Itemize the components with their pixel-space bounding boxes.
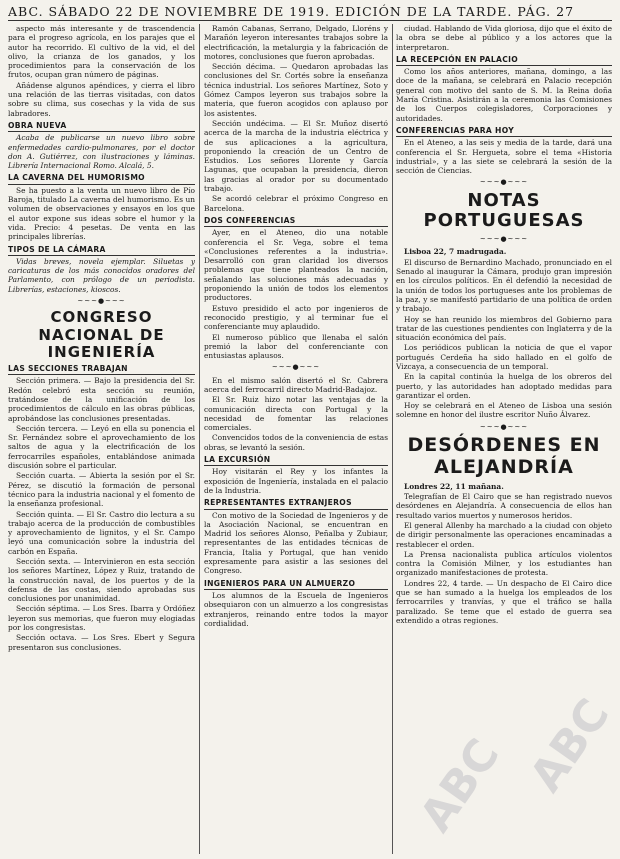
- col1-intro-2: Añádense algunos apéndices, y cierra el libro una relación de las tierras visitadas, con datos sobre su clima, sus cosechas y la vida de sus labradores.: [8, 80, 195, 118]
- col2-conf-3: El numeroso público que llenaba el salón premió la labor del conferenciante con entusiastas aplausos.: [204, 332, 388, 361]
- col3-port-3: Los periódicos publican la noticia de que el vapor portugués Cerdeña ha sido hallado en el golfo de Vizcaya, a consecuencia de un temporal.: [396, 343, 612, 371]
- col2-section-representantes: REPRESENTANTES EXTRANJEROS: [204, 498, 388, 509]
- ornament: ~~~●~~~: [479, 235, 529, 244]
- col2-intro-2: Sección décima. — Quedaron aprobadas las conclusiones del Sr. Cortés sobre la enseñanza técnica industrial. Los señores Martínez, Soto y Gómez Campos leyeron sus trabajos sobre la materia, que fueron acogidos con aplauso por los asistentes.: [204, 62, 388, 118]
- col1-body-7: Sección octava. — Los Sres. Ebert y Segura presentaron sus conclusiones.: [8, 633, 195, 652]
- col1-body-5: Sección sexta. — Intervinieron en esta sección los señores Martínez, López y Ruiz, tratando de la construcción naval, de los puertos y de la defensa de las costas, siendo aprobadas sus conclusiones por unanimidad.: [8, 557, 195, 604]
- column-2: [204, 24, 388, 854]
- col2-tail-3: Convencidos todos de la conveniencia de estas obras, se levantó la sesión.: [204, 433, 388, 452]
- column-3: [396, 24, 612, 854]
- col3-intro: ciudad. Hablando de Vida gloriosa, dijo que el éxito de la obra se debe al público y a los actores que la interpretaron.: [396, 24, 612, 52]
- col1-body-6: Sección séptima. — Los Sres. Ibarra y Ordóñez leyeron sus memorias, que fueron muy elogiadas por los congresistas.: [8, 604, 195, 633]
- ornament: ~~~●~~~: [271, 363, 321, 372]
- notas-portuguesas-headline: NOTAS PORTUGUESAS: [423, 189, 585, 232]
- col3-conferencias-body: En el Ateneo, a las seis y media de la tarde, dará una conferencia el Sr. Hergueta, sobre el tema «Historia industrial», y a las siete se celebrará la sesión de la sección de Ciencias.: [396, 138, 612, 176]
- column-rule-2: [392, 24, 393, 854]
- col1-section-secciones: LAS SECCIONES TRABAJAN: [8, 364, 195, 375]
- ornament: ~~~●~~~: [479, 178, 529, 187]
- desordenes-headline: DESÓRDENES EN ALEJANDRÍA: [407, 434, 601, 478]
- col2-representantes-body: Con motivo de la Sociedad de Ingenieros y de la Asociación Nacional, se encuentran en Madrid los señores Alonso, Peñalba y Zubiaur, representantes de las entidades técnicas de Francia, Italia y Portugal, que han venido expresamente para asistir a las sesiones del Congreso.: [204, 510, 388, 576]
- ornament: ~~~●~~~: [479, 422, 529, 431]
- watermark: ABC: [520, 689, 620, 802]
- col2-section-excursion: LA EXCURSIÓN: [204, 455, 388, 466]
- col3-egypt-1: Telegrafían de El Cairo que se han registrado nuevos desórdenes en Alejandría. A consecuencia de ellos han resultado varios muertos y numerosos heridos.: [396, 492, 612, 520]
- col3-egypt-3: La Prensa nacionalista publica artículos violentos contra la Comisión Milner, y los estudiantes han organizado manifestaciones de protesta.: [396, 549, 612, 578]
- col3-section-recepcion: LA RECEPCIÓN EN PALACIO: [396, 55, 612, 66]
- col2-intro-3: Sección undécima. — El Sr. Muñoz disertó acerca de la marcha de la industria eléctrica y de sus aplicaciones a la agricultura, proponiendo la creación de un Centro de Estudios. Los señores Llorente y García Lagunas, que ocupaban la presidencia, dieron las gracias al orador por su documentado trabajo.: [204, 118, 388, 194]
- col1-obra-nueva-body: Acaba de publicarse un nuevo libro sobre enfermedades cardio-pulmonares, por el doctor don A. Gutiérrez, con ilustraciones y láminas. Librería Internacional Romo. Alcalá, 5.: [8, 133, 195, 171]
- col2-conf-1: Ayer, en el Ateneo, dio una notable conferencia el Sr. Vega, sobre el tema «Conclusiones referentes a la industria». Desarrolló con gran claridad los diversos problemas que tiene planteados la nación, señalando las soluciones más adecuadas y proponiendo la unión de todos los elementos productores.: [204, 228, 388, 303]
- londres-dateline: Londres 22, 11 mañana.: [404, 481, 504, 491]
- ornament: ~~~●~~~: [77, 297, 126, 306]
- col2-almuerzo-body: Los alumnos de la Escuela de Ingenieros obsequiaron con un almuerzo a los congresistas extranjeros, reinando entre todos la mayor cordialidad.: [204, 590, 388, 628]
- col2-intro-1: Ramón Cabanas, Serrano, Delgado, Lloréns y Marañón leyeron interesantes trabajos sobre la electrificación, la metalurgia y la fabricación de motores, conclusiones que fueron aprobadas.: [204, 24, 388, 61]
- col1-section-obra-nueva: OBRA NUEVA: [8, 121, 195, 132]
- col2-section-almuerzo: INGENIEROS PARA UN ALMUERZO: [204, 579, 388, 590]
- page-header: ABC. SÁBADO 22 DE NOVIEMBRE DE 1919. EDICIÓN DE LA TARDE. PÁG. 27: [8, 4, 612, 21]
- col2-excursion-body: Hoy visitarán el Rey y los infantes la exposición de Ingeniería, instalada en el palacio de la Industria.: [204, 467, 388, 495]
- col2-tail-2: El Sr. Ruiz hizo notar las ventajas de la comunicación directa con Portugal y la necesidad de fomentar las relaciones comerciales.: [204, 395, 388, 433]
- col2-tail-1: En el mismo salón disertó el Sr. Cabrera acerca del ferrocarril directo Madrid-Badajoz.: [204, 375, 388, 394]
- col1-caverna-body: Se ha puesto a la venta un nuevo libro de Pío Baroja, titulado La caverna del humorismo. Es un volumen de observaciones y ensayos en los que el autor expone sus ideas sobre el humor y la vida. Precio: 4 pesetas. De venta en las principales librerías.: [8, 185, 195, 242]
- col1-section-tipos: TIPOS DE LA CÁMARA: [8, 245, 195, 256]
- col3-section-conferencias-hoy: CONFERENCIAS PARA HOY: [396, 126, 612, 137]
- col3-port-5: Hoy se celebrará en el Ateneo de Lisboa una sesión solemne en honor del ilustre escritor Nuño Álvarez.: [396, 401, 612, 420]
- col2-section-conferencias: DOS CONFERENCIAS: [204, 216, 388, 227]
- congreso-headline: CONGRESO NACIONAL DE INGENIERÍA: [38, 308, 165, 361]
- col1-section-caverna: LA CAVERNA DEL HUMORISMO: [8, 173, 195, 184]
- col3-egypt-2: El general Allenby ha marchado a la ciudad con objeto de dirigir personalmente las operaciones encaminadas a restablecer el orden.: [396, 520, 612, 549]
- col3-egypt-4: Londres 22, 4 tarde. — Un despacho de El Cairo dice que se han sumado a la huelga los empleados de los ferrocarriles y tranvías, y que el tráfico se halla paralizado. Se teme que el estado de guerra sea extendido a otras regiones.: [396, 578, 612, 625]
- col1-body-2: Sección tercera. — Leyó en ella su ponencia el Sr. Fernández sobre el aprovechamiento de los saltos de agua y la electrificación de los ferrocarriles españoles, entablándose animada discusión sobre el particular.: [8, 423, 195, 471]
- col2-intro-4: Se acordó celebrar el próximo Congreso en Barcelona.: [204, 194, 388, 213]
- col2-conf-2: Estuvo presidido el acto por ingenieros de reconocido prestigio, y al terminar fue el conferenciante muy aplaudido.: [204, 303, 388, 332]
- col3-port-2: Hoy se han reunido los miembros del Gobierno para tratar de las cuestiones pendientes con Inglaterra y de la situación económica del país.: [396, 314, 612, 343]
- watermark: ABC: [410, 729, 510, 842]
- col3-port-1: El discurso de Bernardino Machado, pronunciado en el Senado al inaugurar la Cámara, produjo gran impresión en los círculos políticos. En él defendió la necesidad de la unión de todos los portugueses ante los problemas de la paz, y se manifestó partidario de una política de orden y trabajo.: [396, 257, 612, 314]
- col1-body-4: Sección quinta. — El Sr. Castro dio lectura a su trabajo acerca de la producción de combustibles y aprovechamiento de lignitos, y el Sr. Campo leyó una comunicación sobre la industria del carbón en España.: [8, 509, 195, 556]
- col1-intro-1: aspecto más interesante y de trascendencia para el progreso agrícola, en los parajes que el autor ha recorrido. El cultivo de la vid, el del olivo, la crianza de los ganados, y los procedimientos para la conservación de los frutos, ocupan gran número de páginas.: [8, 24, 195, 80]
- col1-body-3: Sección cuarta. — Abierta la sesión por el Sr. Pérez, se discutió la formación de personal técnico para la industria nacional y el fomento de la enseñanza profesional.: [8, 471, 195, 509]
- column-1: [8, 24, 195, 854]
- column-rule-1: [199, 24, 200, 854]
- col1-tipos-body: Vidas breves, novela ejemplar. Siluetas y caricaturas de los más conocidos oradores del Parlamento, con prólogo de un periodista. Librerías, estaciones, kioscos.: [8, 256, 195, 294]
- col3-recepcion-body: Como los años anteriores, mañana, domingo, a las doce de la mañana, se celebrará en Palacio recepción general con motivo del santo de S. M. la Reina doña María Cristina. Asistirán a la ceremonia las Comisiones de los Cuerpos colegisladores, Corporaciones y autoridades.: [396, 67, 612, 123]
- lisboa-dateline: Lisboa 22, 7 madrugada.: [404, 247, 507, 257]
- col1-body-1: Sección primera. — Bajo la presidencia del Sr. Redón celebró esta sección su reunión, tratándose de la unificación de los procedimientos de cálculo en las obras públicas, aprobándose las conclusiones presentadas.: [8, 376, 195, 423]
- col3-port-4: En la capital continúa la huelga de los obreros del puerto, y las autoridades han adoptado medidas para garantizar el orden.: [396, 372, 612, 400]
